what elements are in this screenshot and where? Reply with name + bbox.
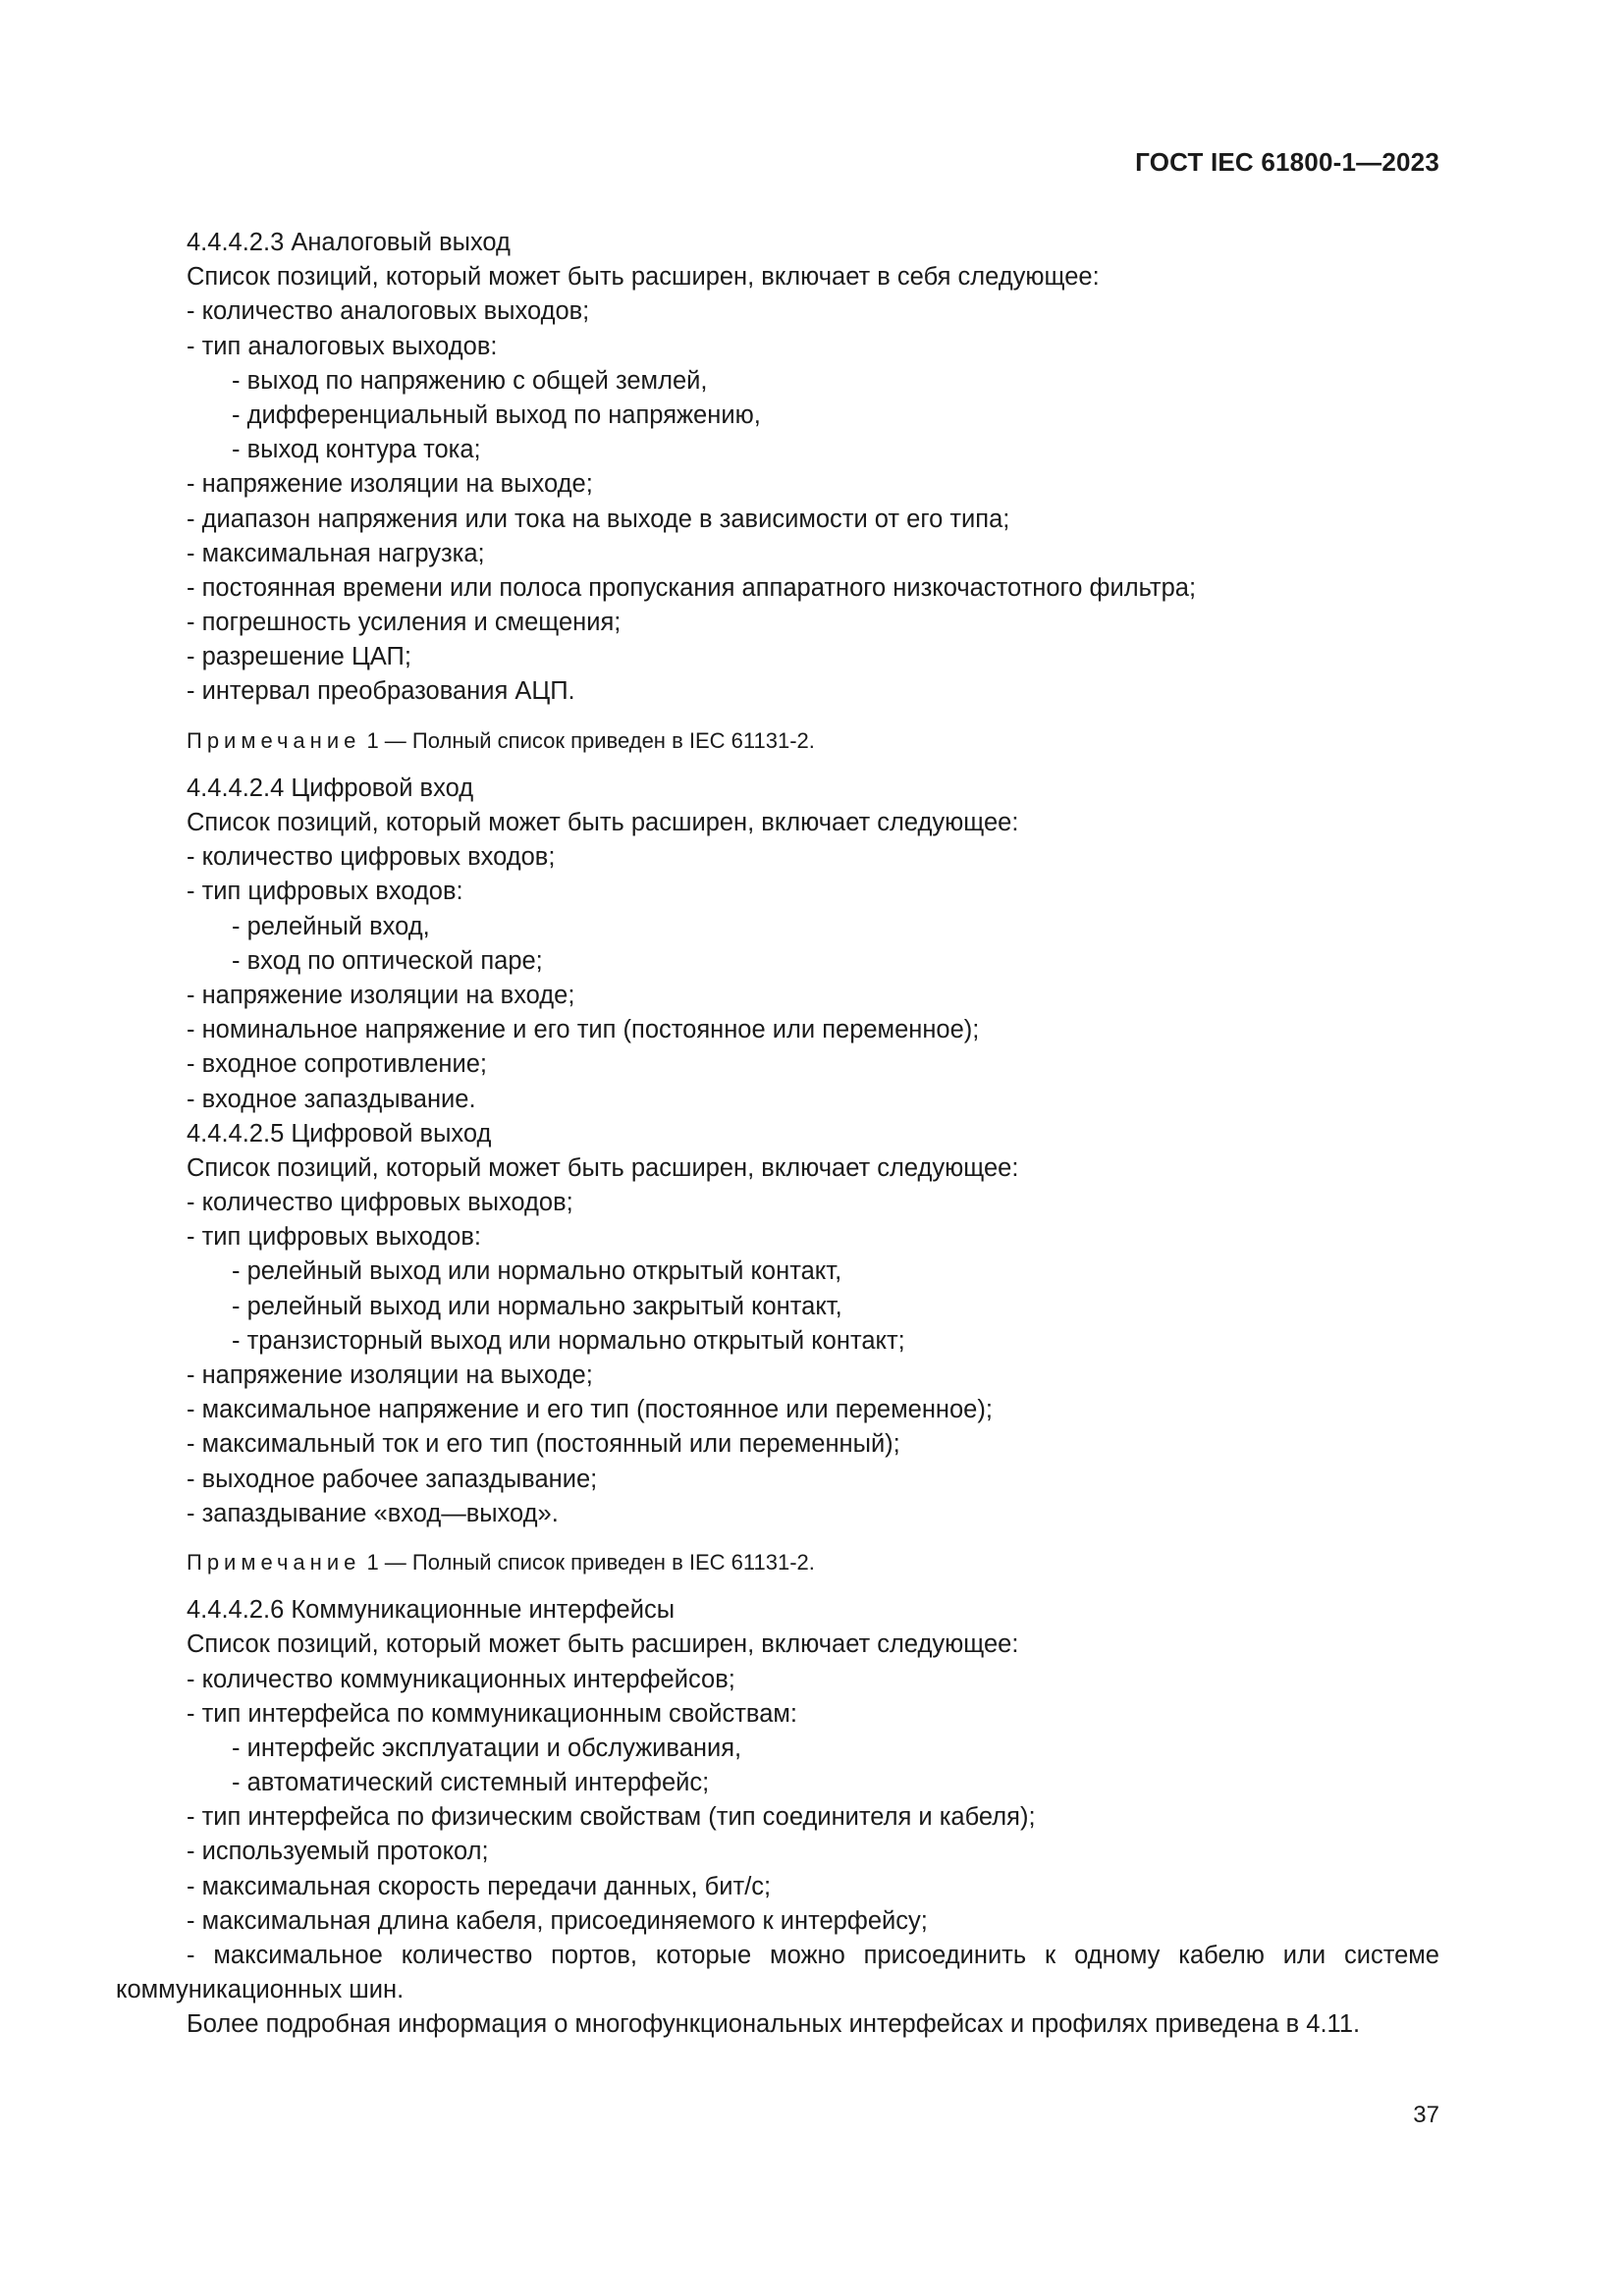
section xyxy=(116,1593,1439,2042)
sub-list-item: - дифференциальный выход по напряжению, xyxy=(232,400,761,429)
list-item: - количество цифровых входов; xyxy=(187,843,556,872)
section-heading: 4.4.4.2.4 Цифровой вход xyxy=(187,774,474,802)
note-text: 1 — Полный список приведен в IEC 61131-2. xyxy=(360,727,815,753)
sub-list-item: - релейный выход или нормально закрытый контакт, xyxy=(232,1292,842,1320)
sub-list-item: - выход по напряжению с общей землей, xyxy=(232,366,708,395)
paragraph: Более подробная информация о многофункциональных интерфейсах и профилях приведена в 4.11. xyxy=(187,2010,1361,2039)
list-item: - напряжение изоляции на выходе; xyxy=(187,1362,593,1389)
list-item: - погрешность усиления и смещения; xyxy=(187,609,622,637)
list-item: - максимальная скорость передачи данных, бит/с; xyxy=(187,1872,772,1900)
document-body xyxy=(116,226,1439,2043)
sub-list-item: - вход по оптической паре; xyxy=(232,946,543,975)
note xyxy=(116,1545,1439,1579)
list-item: - максимальная нагрузка; xyxy=(187,539,485,567)
document-header: ГОСТ IEC 61800-1—2023 xyxy=(1135,147,1439,177)
list-item: - тип цифровых входов: xyxy=(187,878,463,906)
list-item: - тип цифровых выходов: xyxy=(187,1223,481,1252)
list-item: - максимальная длина кабеля, присоединяемого к интерфейсу; xyxy=(187,1906,928,1935)
sub-list-item: - автоматический системный интерфейс; xyxy=(232,1769,710,1797)
list-item: - используемый протокол; xyxy=(187,1838,489,1866)
note-label: Примечание xyxy=(187,727,361,753)
sub-list-item: - интерфейс эксплуатации и обслуживания, xyxy=(232,1734,742,1762)
list-item: - количество аналоговых выходов; xyxy=(187,297,590,326)
list-item: - тип интерфейса по физическим свойствам (тип соединителя и кабеля); xyxy=(187,1803,1036,1832)
list-item: - постоянная времени или полоса пропускания аппаратного низкочастотного фильтра; xyxy=(187,573,1197,602)
sub-list-item: - релейный вход, xyxy=(232,912,430,940)
section-heading: 4.4.4.2.6 Коммуникационные интерфейсы xyxy=(187,1596,676,1625)
list-item: - номинальное напряжение и его тип (постоянное или переменное); xyxy=(187,1016,980,1044)
list-intro: Список позиций, который может быть расширен, включает следующее: xyxy=(187,1153,1019,1182)
list-item: - запаздывание «вход—выход». xyxy=(187,1499,559,1527)
list-item: - количество цифровых выходов; xyxy=(187,1189,573,1217)
list-item: - выходное рабочее запаздывание; xyxy=(187,1465,598,1493)
list-item: - количество коммуникационных интерфейсов; xyxy=(187,1665,735,1693)
list-item: - тип аналоговых выходов: xyxy=(187,332,498,360)
note-label: Примечание xyxy=(187,1549,361,1575)
list-item: - тип интерфейса по коммуникационным свойствам: xyxy=(187,1699,797,1728)
list-item: - входное сопротивление; xyxy=(187,1050,487,1079)
list-item: - максимальное напряжение и его тип (постоянное или переменное); xyxy=(187,1396,993,1424)
list-intro: Список позиций, который может быть расширен, включает следующее: xyxy=(187,1630,1019,1659)
section xyxy=(116,1117,1439,1579)
sub-list-item: - транзисторный выход или нормально открытый контакт; xyxy=(232,1326,905,1355)
page-number: 37 xyxy=(1413,2102,1439,2128)
list-item: - максимальный ток и его тип (постоянный или переменный); xyxy=(187,1430,900,1459)
sub-list-item: - релейный выход или нормально открытый контакт, xyxy=(232,1257,842,1286)
section xyxy=(116,226,1439,758)
list-item: - напряжение изоляции на выходе; xyxy=(187,470,593,499)
list-item: - интервал преобразования АЦП. xyxy=(187,677,575,706)
list-item: - диапазон напряжения или тока на выходе в зависимости от его типа; xyxy=(187,505,1010,533)
sub-list-item: - выход контура тока; xyxy=(232,436,481,464)
section xyxy=(116,772,1439,1117)
list-intro: Список позиций, который может быть расширен, включает в себя следующее: xyxy=(187,263,1100,292)
list-item: - входное запаздывание. xyxy=(187,1085,476,1113)
note-text: 1 — Полный список приведен в IEC 61131-2. xyxy=(360,1549,815,1575)
list-item: - разрешение ЦАП; xyxy=(187,643,411,671)
list-item: - напряжение изоляции на входе; xyxy=(187,981,575,1009)
note xyxy=(116,723,1439,758)
paragraph: - максимальное количество портов, которые можно присоединить к одному кабелю или системе коммуникационных шин. xyxy=(116,1942,1439,2004)
section-heading: 4.4.4.2.3 Аналоговый выход xyxy=(187,229,511,256)
section-heading: 4.4.4.2.5 Цифровой выход xyxy=(187,1119,492,1148)
list-intro: Список позиций, который может быть расширен, включает следующее: xyxy=(187,809,1019,836)
